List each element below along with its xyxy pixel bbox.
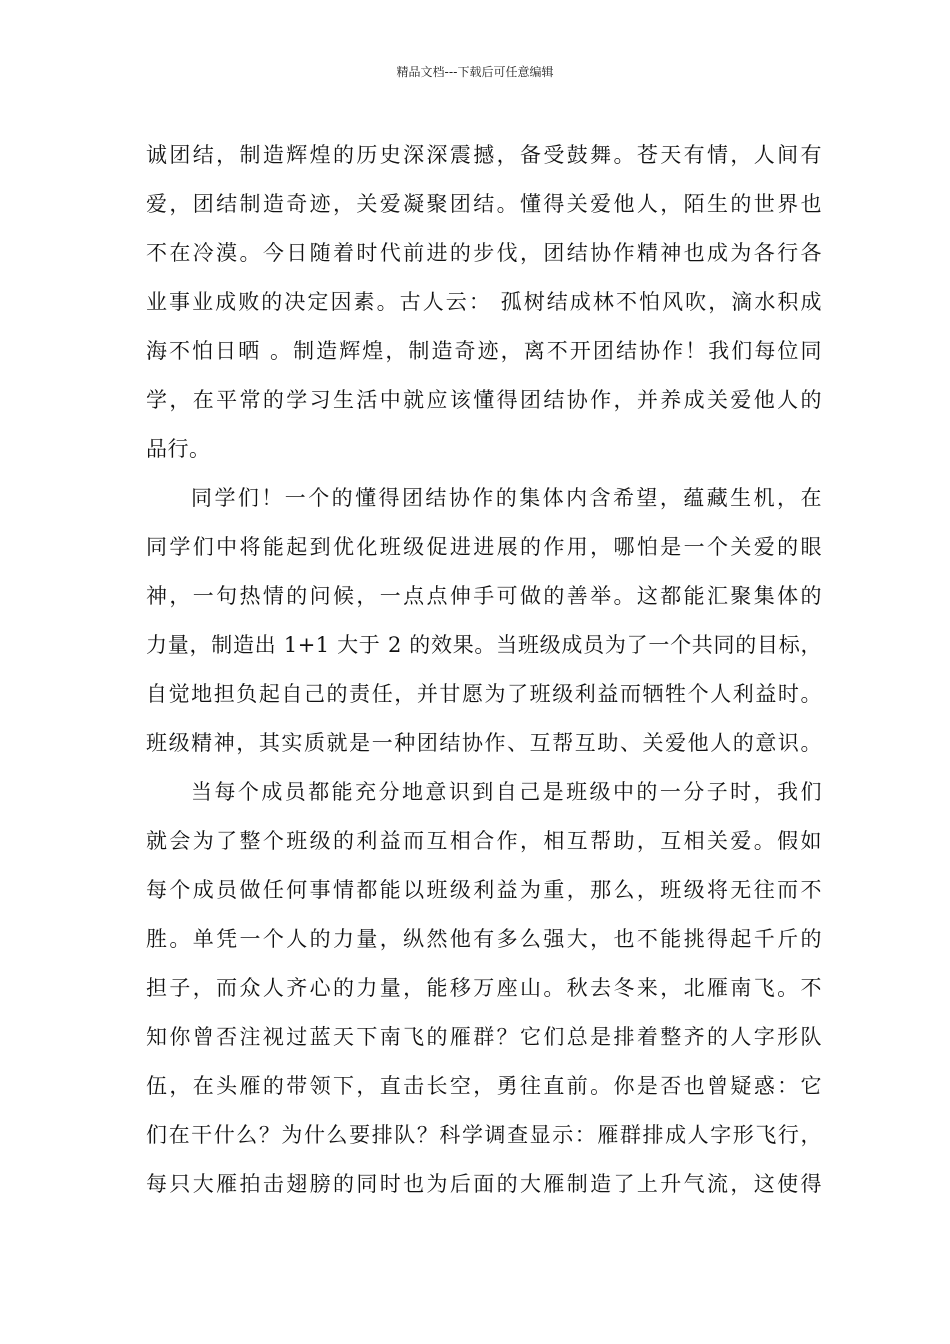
text-line: 同学们中将能起到优化班级促进进展的作用，哪怕是一个关爱的眼 <box>146 535 822 559</box>
text-line: 品行。 <box>146 437 211 461</box>
paragraph-first-line: 同学们！一个的懂得团结协作的集体内含希望，蕴藏生机，在 <box>191 486 822 510</box>
text-line: 就会为了整个班级的利益而互相合作，相互帮助，互相关爱。假如 <box>146 829 822 853</box>
text-line: 神，一句热情的问候，一点点伸手可做的善举。这都能汇聚集体的 <box>146 584 822 608</box>
text-line: 伍，在头雁的带领下，直击长空，勇往直前。你是否也曾疑惑：它 <box>146 1074 822 1098</box>
text-line: 不在冷漠。今日随着时代前进的步伐，团结协作精神也成为各行各 <box>146 241 822 265</box>
text-line: 自觉地担负起自己的责任，并甘愿为了班级利益而牺牲个人利益时。 <box>146 682 822 706</box>
paragraph-first-line: 当每个成员都能充分地意识到自己是班级中的一分子时，我们 <box>191 780 822 804</box>
text-line: 爱，团结制造奇迹，关爱凝聚团结。懂得关爱他人，陌生的世界也 <box>146 192 822 216</box>
text-line: 胜。单凭一个人的力量，纵然他有多么强大，也不能挑得起千斤的 <box>146 927 822 951</box>
text-line: 力量，制造出 1+1 大于 2 的效果。当班级成员为了一个共同的目标， <box>146 633 822 657</box>
text-line: 业事业成败的决定因素。古人云： 孤树结成林不怕风吹，滴水积成 <box>146 290 822 314</box>
text-line: 学，在平常的学习生活中就应该懂得团结协作，并养成关爱他人的 <box>146 388 822 412</box>
page-header: 精品文档---下载后可任意编辑 <box>396 65 554 79</box>
text-line: 知你曾否注视过蓝天下南飞的雁群？它们总是排着整齐的人字形队 <box>146 1025 822 1049</box>
text-line: 诚团结，制造辉煌的历史深深震撼，备受鼓舞。苍天有情，人间有 <box>146 143 822 167</box>
text-line: 海不怕日晒 。制造辉煌，制造奇迹，离不开团结协作！我们每位同 <box>146 339 822 363</box>
text-line: 们在干什么？为什么要排队？科学调查显示：雁群排成人字形飞行， <box>146 1123 822 1147</box>
text-line: 每只大雁拍击翅膀的同时也为后面的大雁制造了上升气流，这使得 <box>146 1172 822 1196</box>
text-line: 每个成员做任何事情都能以班级利益为重，那么，班级将无往而不 <box>146 878 822 902</box>
document-body <box>146 131 822 1209</box>
text-line: 班级精神，其实质就是一种团结协作、互帮互助、关爱他人的意识。 <box>146 731 822 755</box>
text-line: 担子，而众人齐心的力量，能移万座山。秋去冬来，北雁南飞。不 <box>146 976 822 1000</box>
